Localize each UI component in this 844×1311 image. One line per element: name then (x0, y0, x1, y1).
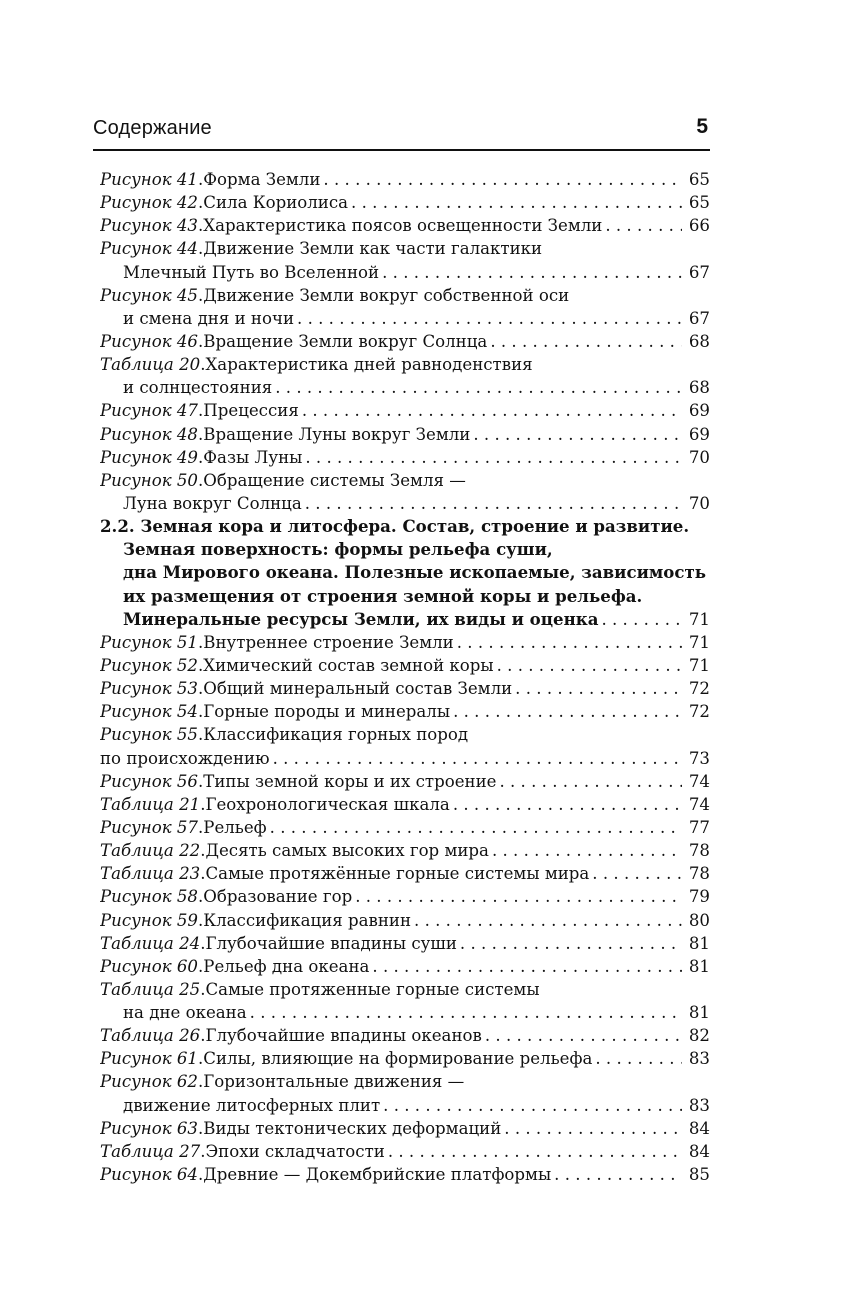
toc-entry-label: Таблица 21 (100, 794, 201, 814)
toc-entry-title: по происхождению (100, 748, 270, 768)
table-of-contents (100, 168, 710, 1186)
toc-entry-label: Рисунок 52 (100, 655, 198, 675)
toc-leader-dots (453, 700, 682, 723)
toc-entry-line: Рисунок 51 . Внутреннее строение Земли . . . 71 (100, 631, 710, 654)
toc-page-number: 71 (688, 609, 710, 629)
toc-page-number: 72 (688, 679, 710, 699)
toc-page-number: 65 (688, 170, 710, 189)
toc-page-number: 82 (688, 1026, 710, 1046)
toc-section-line (100, 585, 710, 608)
toc-entry-label: Таблица 27 (100, 1141, 201, 1161)
toc-page-number: 85 (688, 1165, 710, 1185)
toc-page-number: 72 (688, 702, 710, 722)
toc-entry-line: Таблица 23 . Самые протяжённые горные системы мира . . . 78 (100, 862, 710, 885)
toc-entry-label: Рисунок 62 (100, 1072, 198, 1092)
toc-entry-title: Общий минеральный состав Земли (203, 679, 513, 699)
toc-entry-line: Рисунок 54 . Горные породы и минералы . . . 72 (100, 700, 710, 723)
toc-page-number: 83 (688, 1095, 710, 1115)
toc-entry-label: Рисунок 46 (100, 331, 198, 351)
toc-page-number: 66 (688, 216, 710, 236)
toc-entry-title: Геохронологическая шкала (205, 794, 450, 814)
toc-page-number: 74 (688, 771, 710, 791)
toc-page-number: 79 (688, 887, 710, 907)
page-header (93, 115, 710, 151)
toc-leader-dots (351, 191, 682, 214)
toc-leader-dots (504, 1117, 682, 1140)
toc-entry-title: Млечный Путь во Вселенной (123, 262, 380, 282)
toc-leader-dots (305, 446, 682, 469)
toc-entry-title: Вращение Земли вокруг Солнца (203, 331, 488, 351)
toc-entry-line: Рисунок 57 . Рельеф . . . 77 (100, 816, 710, 839)
toc-entry-label: Рисунок 44 (100, 239, 198, 259)
toc-entry-line: Рисунок 49 . Фазы Луны . . . 70 (100, 446, 710, 469)
toc-entry-line: Таблица 24 . Глубочайшие впадины суши . . . 81 (100, 932, 710, 955)
toc-entry-label: Рисунок 43 (100, 216, 198, 236)
toc-entry-label: Рисунок 48 (100, 424, 198, 444)
toc-entry-title: Химический состав земной коры (203, 655, 494, 675)
toc-entry-line: Рисунок 58 . Образование гор . . . 79 (100, 885, 710, 908)
toc-entry-title: Древние — Докембрийские платформы (203, 1165, 552, 1185)
toc-leader-dots (490, 330, 682, 353)
toc-entry-title: Типы земной коры и их строение (203, 771, 497, 791)
toc-entry-title: Характеристика дней равноденствия (205, 355, 533, 375)
toc-page-number: 83 (688, 1049, 710, 1069)
toc-entry-line: Рисунок 59 . Классификация равнин . . . 80 (100, 909, 710, 932)
toc-entry-label: Таблица 26 (100, 1026, 201, 1046)
toc-entry-line: Рисунок 61 . Силы, влияющие на формирование рельефа . . . 83 (100, 1047, 710, 1070)
toc-page-number: 67 (688, 308, 710, 328)
toc-entry-label: Рисунок 57 (100, 817, 198, 837)
toc-page-number: 84 (688, 1118, 710, 1138)
toc-entry-line: Рисунок 47 . Прецессия . . . 69 (100, 399, 710, 422)
toc-entry-title: Вращение Луны вокруг Земли (203, 424, 471, 444)
toc-entry-line (100, 747, 710, 770)
toc-entry-label: Рисунок 49 (100, 447, 198, 467)
toc-entry-label: Рисунок 64 (100, 1165, 198, 1185)
toc-entry-line: Рисунок 50 . Обращение системы Земля — (100, 469, 710, 492)
toc-entry-title: 2.2. Земная кора и литосфера. Состав, строение и развитие. (100, 516, 690, 537)
toc-entry-line: Рисунок 44 . Движение Земли как части галактики (100, 237, 710, 260)
toc-entry-title: Сила Кориолиса (203, 193, 349, 213)
toc-entry-line: Таблица 20 . Характеристика дней равноденствия (100, 353, 710, 376)
toc-entry-label: Таблица 22 (100, 841, 201, 861)
toc-entry-label: Рисунок 61 (100, 1049, 198, 1069)
toc-entry-title: Форма Земли (203, 170, 321, 189)
toc-section-line (100, 515, 710, 538)
toc-entry-title: дна Мирового океана. Полезные ископаемые, зависимость (123, 562, 707, 583)
toc-entry-title: Горные породы и минералы (203, 702, 451, 722)
toc-entry-line (100, 376, 710, 399)
toc-entry-label: Рисунок 58 (100, 887, 198, 907)
toc-entry-title: их размещения от строения земной коры и рельефа. (123, 585, 643, 606)
toc-leader-dots (305, 492, 682, 515)
toc-entry-line: Рисунок 43 . Характеристика поясов освещенности Земли . . . 66 (100, 214, 710, 237)
toc-entry-line (100, 492, 710, 515)
toc-page-number: 69 (688, 424, 710, 444)
toc-entry-title: Глубочайшие впадины суши (205, 933, 457, 953)
toc-page-number: 80 (688, 910, 710, 930)
toc-leader-dots (499, 770, 682, 793)
toc-entry-title: Луна вокруг Солнца (123, 493, 302, 513)
toc-leader-dots (473, 423, 682, 446)
toc-page-number: 78 (688, 841, 710, 861)
toc-entry-label: Рисунок 56 (100, 771, 198, 791)
toc-entry-line: Таблица 26 . Глубочайшие впадины океанов . . . 82 (100, 1024, 710, 1047)
toc-entry-line: Рисунок 41 . Форма Земли . . . 65 (100, 168, 710, 191)
toc-entry-title: Глубочайшие впадины океанов (205, 1026, 482, 1046)
toc-entry-line: Рисунок 52 . Химический состав земной коры . . . 71 (100, 654, 710, 677)
page-number: 5 (696, 115, 708, 138)
toc-entry-label: Таблица 25 (100, 979, 201, 999)
toc-entry-label: Рисунок 60 (100, 956, 198, 976)
toc-entry-title: Виды тектонических деформаций (203, 1118, 502, 1138)
toc-leader-dots (485, 1024, 682, 1047)
toc-page-number: 67 (688, 262, 710, 282)
toc-leader-dots (388, 1140, 682, 1163)
toc-page-number: 81 (688, 956, 710, 976)
toc-entry-title: Образование гор (203, 887, 353, 907)
toc-entry-label: Рисунок 45 (100, 285, 198, 305)
toc-entry-line: Рисунок 63 . Виды тектонических деформаций . . . 84 (100, 1117, 710, 1140)
toc-leader-dots (372, 955, 682, 978)
toc-page-number: 81 (688, 933, 710, 953)
toc-page-number: 69 (688, 401, 710, 421)
toc-entry-label: Рисунок 55 (100, 725, 198, 745)
toc-leader-dots (273, 747, 682, 770)
toc-section-line (100, 561, 710, 584)
toc-entry-line: Рисунок 60 . Рельеф дна океана . . . 81 (100, 955, 710, 978)
toc-entry-title: Рельеф (203, 817, 267, 837)
toc-page-number: 71 (688, 655, 710, 675)
toc-entry-title: Десять самых высоких гор мира (205, 841, 489, 861)
toc-entry-line: Рисунок 45 . Движение Земли вокруг собственной оси (100, 284, 710, 307)
toc-entry-title: Эпохи складчатости (205, 1141, 385, 1161)
toc-page-number: 71 (688, 632, 710, 652)
toc-section-line (100, 608, 710, 631)
toc-entry-label: Рисунок 42 (100, 193, 198, 213)
toc-entry-title: Внутреннее строение Земли (203, 632, 454, 652)
toc-leader-dots (457, 631, 682, 654)
toc-entry-line: Рисунок 48 . Вращение Луны вокруг Земли . . . 69 (100, 423, 710, 446)
toc-leader-dots (275, 376, 682, 399)
toc-entry-label: Таблица 23 (100, 864, 201, 884)
toc-entry-title: Обращение системы Земля — (203, 470, 466, 490)
toc-page-number: 68 (688, 378, 710, 398)
toc-entry-title: Движение Земли вокруг собственной оси (203, 285, 570, 305)
toc-page-number: 73 (688, 748, 710, 768)
toc-leader-dots (302, 399, 682, 422)
toc-entry-title: Классификация горных пород (203, 725, 469, 745)
toc-entry-title: Фазы Луны (203, 447, 303, 467)
toc-entry-title: Рельеф дна океана (203, 956, 370, 976)
toc-leader-dots (601, 608, 682, 631)
toc-entry-line: Рисунок 55 . Классификация горных пород (100, 723, 710, 746)
toc-entry-line: Таблица 22 . Десять самых высоких гор мира . . . 78 (100, 839, 710, 862)
toc-entry-line: Рисунок 53 . Общий минеральный состав Земли . . . 72 (100, 677, 710, 700)
toc-leader-dots (492, 839, 682, 862)
toc-entry-title: движение литосферных плит (123, 1095, 381, 1115)
toc-leader-dots (383, 1094, 682, 1117)
toc-leader-dots (270, 816, 682, 839)
toc-leader-dots (382, 261, 682, 284)
toc-leader-dots (497, 654, 682, 677)
toc-page-number: 68 (688, 331, 710, 351)
toc-entry-title: Самые протяжённые горные системы мира (205, 864, 590, 884)
toc-entry-title: Земная поверхность: формы рельефа суши, (123, 539, 553, 560)
toc-entry-title: и солнцестояния (123, 378, 273, 398)
toc-leader-dots (605, 214, 682, 237)
toc-page-number: 78 (688, 864, 710, 884)
toc-leader-dots (355, 885, 682, 908)
toc-entry-title: Самые протяженные горные системы (205, 979, 540, 999)
toc-leader-dots (323, 168, 682, 191)
toc-page-number: 74 (688, 794, 710, 814)
toc-entry-label: Рисунок 47 (100, 401, 198, 421)
toc-page-number: 65 (688, 193, 710, 213)
toc-entry-title: и смена дня и ночи (123, 308, 295, 328)
toc-entry-title: Движение Земли как части галактики (203, 239, 543, 259)
toc-entry-line: Рисунок 56 . Типы земной коры и их строение . . . 74 (100, 770, 710, 793)
toc-entry-label: Рисунок 53 (100, 679, 198, 699)
toc-leader-dots (297, 307, 682, 330)
toc-leader-dots (515, 677, 682, 700)
toc-leader-dots (250, 1001, 682, 1024)
toc-entry-title: Силы, влияющие на формирование рельефа (203, 1049, 593, 1069)
toc-entry-line (100, 307, 710, 330)
toc-entry-line (100, 1094, 710, 1117)
toc-entry-line: Рисунок 46 . Вращение Земли вокруг Солнца . . . 68 (100, 330, 710, 353)
toc-entry-line (100, 261, 710, 284)
toc-entry-title: Характеристика поясов освещенности Земли (203, 216, 603, 236)
toc-entry-title: Минеральные ресурсы Земли, их виды и оценка (123, 608, 599, 629)
toc-page-number: 77 (688, 817, 710, 837)
toc-entry-label: Рисунок 50 (100, 470, 198, 490)
toc-leader-dots (453, 793, 682, 816)
toc-entry-label: Рисунок 63 (100, 1118, 198, 1138)
toc-page-number: 70 (688, 447, 710, 467)
toc-leader-dots (460, 932, 682, 955)
toc-entry-line: Таблица 21 . Геохронологическая шкала . . . 74 (100, 793, 710, 816)
toc-entry-label: Таблица 20 (100, 355, 201, 375)
toc-entry-title: на дне океана (123, 1003, 247, 1023)
toc-leader-dots (554, 1163, 682, 1186)
toc-entry-line: Рисунок 62 . Горизонтальные движения — (100, 1070, 710, 1093)
toc-entry-title: Горизонтальные движения — (203, 1072, 465, 1092)
toc-entry-line: Рисунок 42 . Сила Кориолиса . . . 65 (100, 191, 710, 214)
toc-entry-label: Рисунок 59 (100, 910, 198, 930)
page-header-title: Содержание (93, 117, 212, 139)
toc-entry-title: Классификация равнин (203, 910, 412, 930)
toc-leader-dots (414, 909, 682, 932)
toc-entry-label: Рисунок 41 (100, 170, 198, 189)
toc-leader-dots (595, 1047, 682, 1070)
toc-entry-line (100, 1001, 710, 1024)
toc-entry-line: Рисунок 64 . Древние — Докембрийские платформы . . . 85 (100, 1163, 710, 1186)
toc-entry-label: Таблица 24 (100, 933, 201, 953)
toc-entry-title: Прецессия (203, 401, 299, 421)
toc-leader-dots (592, 862, 682, 885)
toc-page-number: 70 (688, 493, 710, 513)
toc-entry-label: Рисунок 54 (100, 702, 198, 722)
toc-entry-line: Таблица 27 . Эпохи складчатости . . . 84 (100, 1140, 710, 1163)
toc-entry-label: Рисунок 51 (100, 632, 198, 652)
toc-page-number: 81 (688, 1003, 710, 1023)
toc-entry-line: Таблица 25 . Самые протяженные горные системы (100, 978, 710, 1001)
toc-page-number: 84 (688, 1141, 710, 1161)
toc-section-line (100, 538, 710, 561)
